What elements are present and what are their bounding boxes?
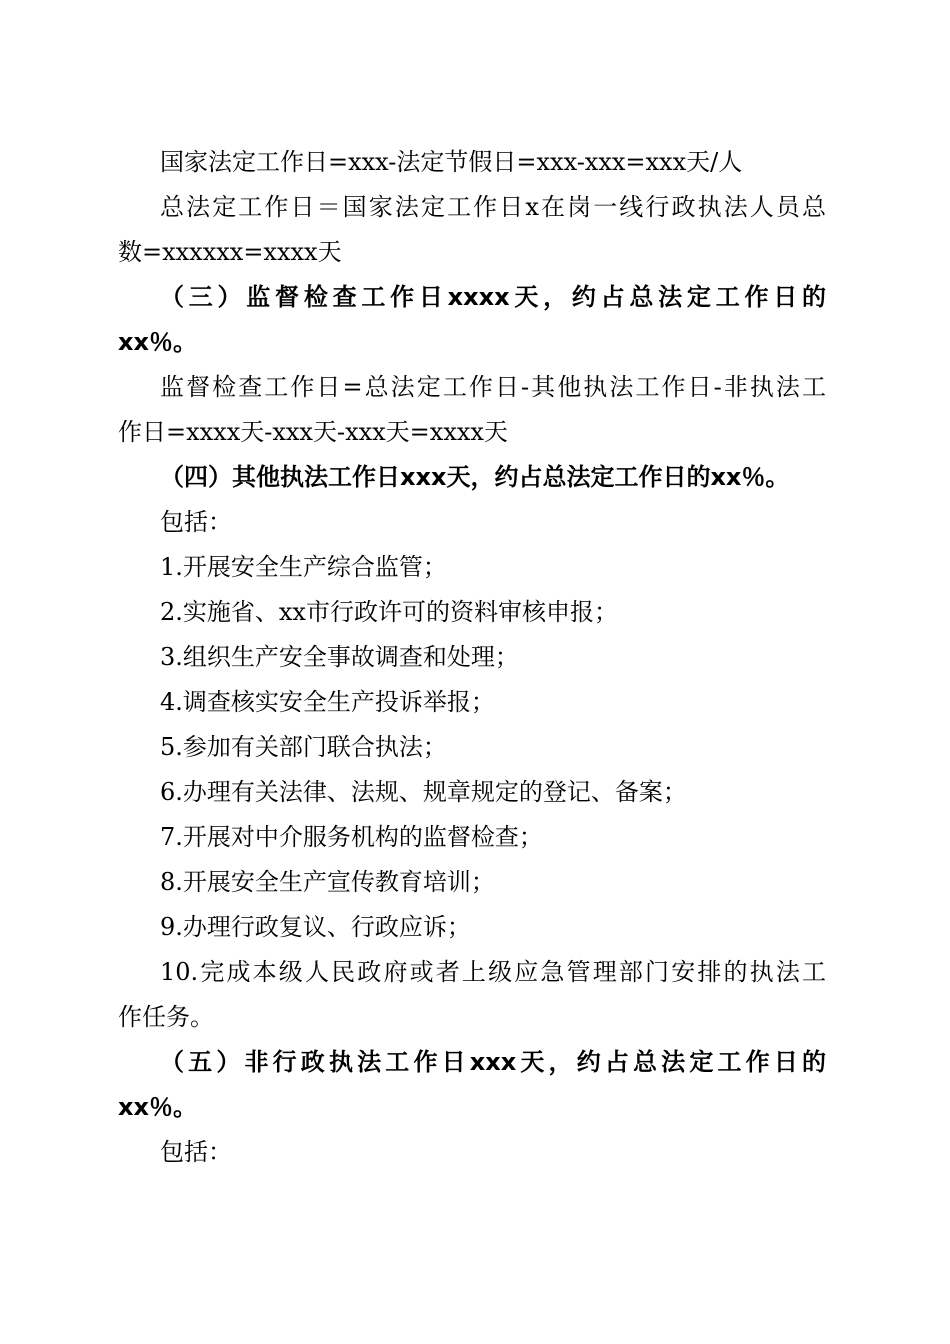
section-3-heading: （三）监督检查工作日xxxx天，约占总法定工作日的: [160, 283, 826, 311]
includes-label: 包括：: [160, 1138, 232, 1166]
section-5-heading: （五）非行政执法工作日xxx天，约占总法定工作日的: [160, 1048, 826, 1076]
list-item: 5.参加有关部门联合执法；: [160, 733, 447, 761]
list-item: 7.开展对中介服务机构的监督检查；: [160, 823, 543, 851]
formula-total-workdays-cont: 数=xxxxxx=xxxx天: [118, 238, 342, 266]
formula-inspection-workdays-cont: 作日=xxxx天-xxx天-xxx天=xxxx天: [118, 418, 508, 446]
section-3-heading-cont: xx％。: [118, 328, 197, 356]
list-item-cont: 作任务。: [118, 1003, 214, 1031]
list-item: 9.办理行政复议、行政应诉；: [160, 913, 471, 941]
list-item: 8.开展安全生产宣传教育培训；: [160, 868, 495, 896]
list-item: 3.组织生产安全事故调查和处理；: [160, 643, 519, 671]
list-item: 10.完成本级人民政府或者上级应急管理部门安排的执法工: [160, 958, 826, 986]
formula-national-workdays: 国家法定工作日=xxx-法定节假日=xxx-xxx=xxx天/人: [160, 148, 743, 176]
section-4-heading: （四）其他执法工作日xxx天，约占总法定工作日的xx％。: [160, 463, 790, 491]
includes-label: 包括：: [160, 508, 232, 536]
formula-inspection-workdays: 监督检查工作日=总法定工作日-其他执法工作日-非执法工: [160, 373, 826, 401]
document-body: [118, 140, 826, 1175]
list-item: 4.调查核实安全生产投诉举报；: [160, 688, 495, 716]
list-item: 6.办理有关法律、法规、规章规定的登记、备案；: [160, 778, 687, 806]
list-item: 1.开展安全生产综合监管；: [160, 553, 447, 581]
formula-total-workdays: 总法定工作日＝国家法定工作日x在岗一线行政执法人员总: [160, 193, 826, 221]
list-item: 2.实施省、xx市行政许可的资料审核申报；: [160, 598, 618, 626]
section-5-heading-cont: xx％。: [118, 1093, 197, 1121]
